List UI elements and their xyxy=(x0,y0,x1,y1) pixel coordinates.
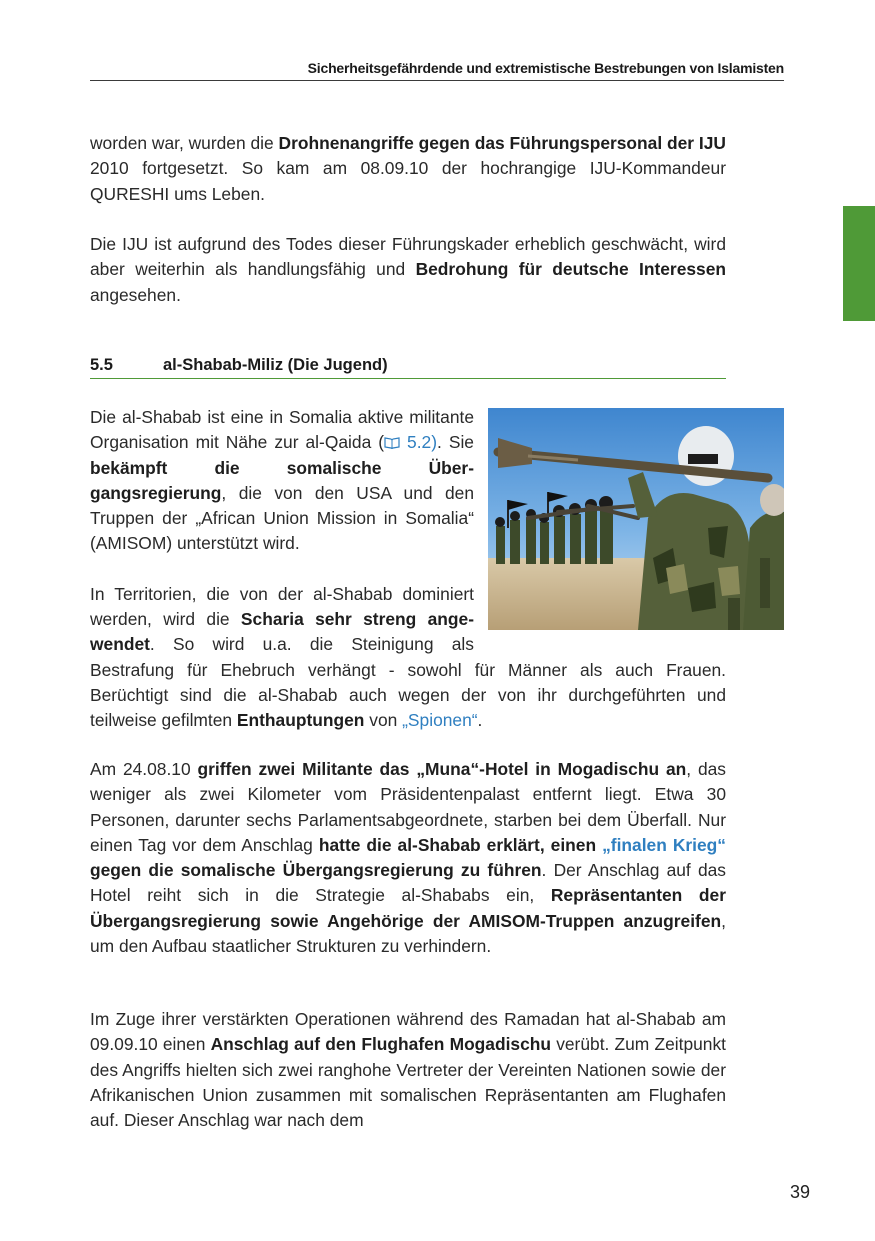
running-title: Sicherheitsgefährdende und extremistische Bestrebungen von Islamisten xyxy=(307,60,784,76)
militants-photo xyxy=(488,408,784,630)
militants-photo-image xyxy=(488,408,784,630)
running-header xyxy=(90,60,784,81)
finaler-krieg-link[interactable]: „finalen Krieg“ xyxy=(602,834,726,855)
chapter-tab-marker xyxy=(843,206,875,321)
cross-reference-link[interactable]: 5.2) xyxy=(384,432,437,452)
paragraph-muna-hotel-attack: Am 24.08.10 griffen zwei Militante das „Muna“-Hotel in Mogadischu an, das weniger als zwei Kilometer vom Präsidentenpalast entfernt liegt. Etwa 30 Personen, darunter sechs Parlamentsabgeordnete, starben bei dem Überfall. Nur einen Tag vor dem Anschlag hatte die al-Shabab erklärt, einen „finalen Krieg“ gegen die somalische Übergangsregierung zu führen. Der Anschlag auf das Hotel reiht sich in die Strategie al-Shababs ein, Repräsentanten der Übergangsregierung sowie Angehörige der AMISOM-Truppen anzugreifen, um den Aufbau staatlicher Strukturen zu verhindern. xyxy=(90,759,727,957)
paragraph-iju-drone-strikes: worden war, wurden die Drohnenangriffe gegen das Führungspersonal der IJU 2010 fortgesetzt. So kam am 08.09.10 der hochrangige IJU-Kommandeur QURESHI ums Leben. xyxy=(90,133,726,204)
section-number: 5.5 xyxy=(90,356,113,374)
spionen-link[interactable]: „Spionen“ xyxy=(402,710,478,731)
paragraph-al-shabab-intro: Die al-Shabab ist eine in Somalia aktive militante Organisation mit Nähe zur al-Qaida ( 5.2). Sie bekämpft die somalische Übergangsregierung, die von den USA und den Truppen der „African Union Mission in Somalia“ (AMISOM) unterstützt wird. xyxy=(90,407,474,554)
section-title: al-Shabab-Miliz (Die Jugend) xyxy=(163,356,388,374)
paragraph-sharia: In Territorien, die von der al-Shabab dominiert werden, wird die Scharia sehr streng angewendet. So wird u.a. die Steinigung als Bestrafung für Ehebruch verhängt - sowohl für Männer als auch Frauen. Berüchtigt sind die al-Shabab auch wegen der von ihr durchgeführten und teilweise gefilmten Enthauptungen von „Spionen“. xyxy=(90,583,726,731)
paragraph-airport-attack: Im Zuge ihrer verstärkten Operationen während des Ramadan hat al-Shabab am 09.09.10 einen Anschlag auf den Flughafen Mogadischu verübt. Zum Zeitpunkt des Angriffs hielten sich zwei ranghohe Vertreter der Vereinten Nationen sowie der Afrikanischen Union zusammen mit somalischen Repräsentanten am Flughafen auf. Dieser Anschlag war nach dem xyxy=(90,1009,726,1131)
float-text-block xyxy=(90,405,726,734)
section-heading xyxy=(90,356,726,379)
page-number: 39 xyxy=(790,1182,811,1202)
paragraph-iju-weakened: Die IJU ist aufgrund des Todes dieser Führungskader erheblich geschwächt, wird aber weiterhin als handlungsfähig und Bedrohung für deutsche Interessen angesehen. xyxy=(90,234,727,305)
book-icon xyxy=(384,437,400,449)
